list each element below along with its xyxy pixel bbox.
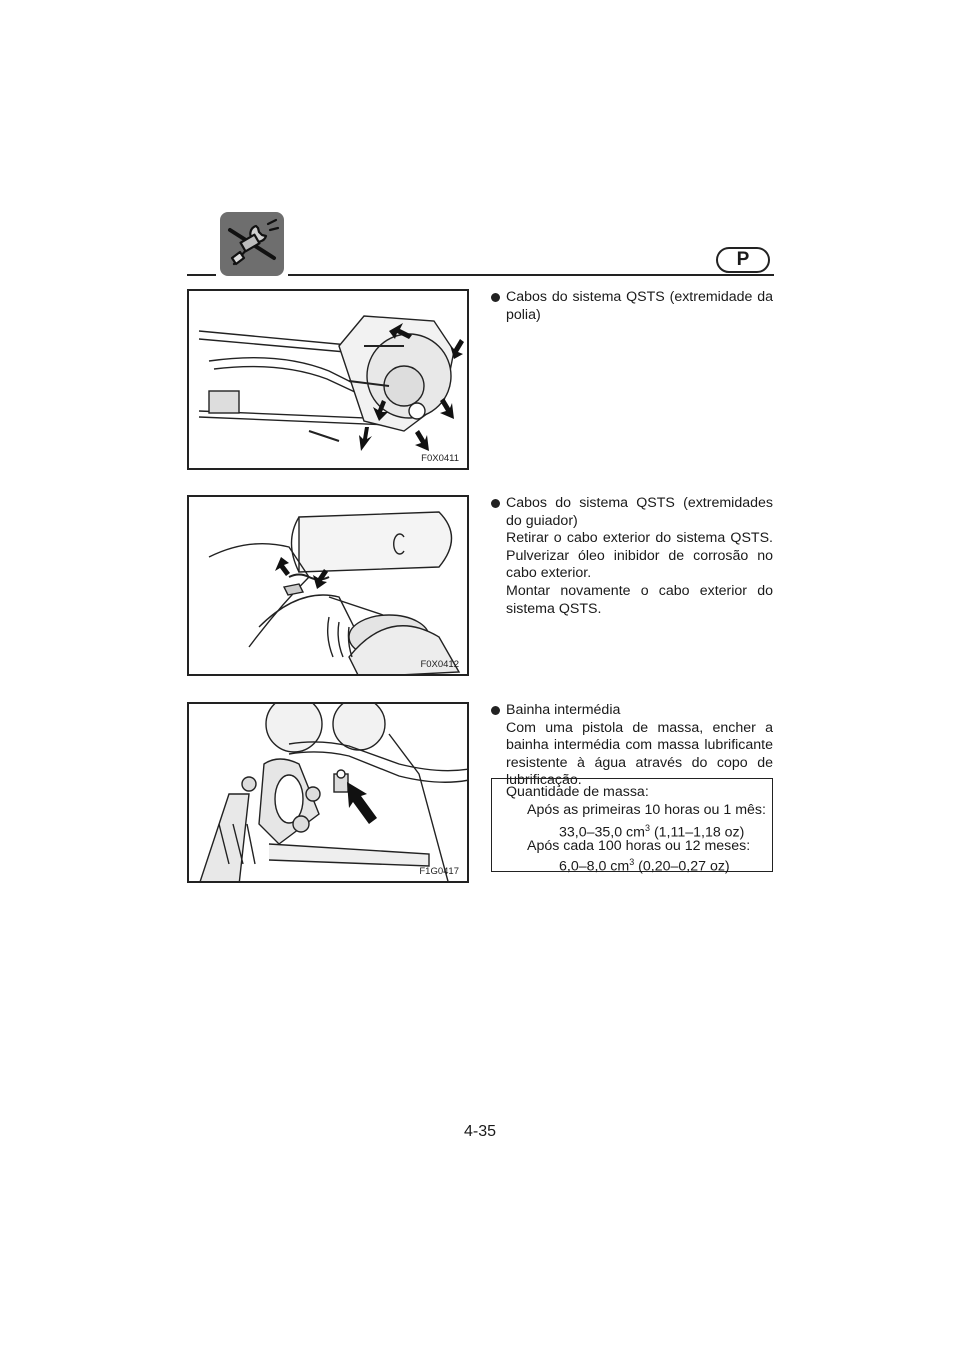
header-rule-left (187, 274, 216, 276)
item-heading: Bainha intermédia (506, 702, 621, 718)
grease-quantity-spec (491, 778, 773, 875)
list-item-pulley-end (491, 289, 773, 324)
item-heading: Cabos do sistema QSTS (extremidade da polia) (506, 289, 773, 323)
figure-pulley-cables (187, 289, 469, 470)
item-body: Montar novamente o cabo exterior do sistema QSTS. (506, 582, 773, 617)
figure-code: F1G0417 (419, 866, 459, 877)
spec-first-value: 33,0–35,0 $cm^3$ (1,11–1,18 oz) (559, 823, 745, 841)
item-heading: Cabos do sistema QSTS (extremidades do guiador) (506, 495, 773, 529)
spec-title: Quantidade de massa: (506, 784, 649, 800)
list-item-handlebar-end (491, 495, 773, 618)
bullet-icon (491, 499, 500, 508)
item-body: Com uma pistola de massa, encher a bainha intermédia com massa lubrificante resistente à água através do copo de lubrificação. (506, 719, 773, 789)
item-body: Retirar o cabo exterior do sistema QSTS. Pulverizar óleo inibidor de corrosão no cabo exterior. (506, 530, 773, 582)
pulley-cable-arrows-illustration (189, 291, 469, 470)
header-rule-right (288, 274, 774, 276)
figure-intermediate-housing (187, 702, 469, 883)
figure-handlebar-cables (187, 495, 469, 676)
spec-second-label: Após cada 100 horas ou 12 meses: (527, 838, 751, 854)
bullet-icon (491, 293, 500, 302)
bullet-icon (491, 706, 500, 715)
spec-first-label: Após as primeiras 10 horas ou 1 mês: (527, 802, 766, 818)
language-badge: P (716, 247, 770, 273)
grease-nipple-arrow-illustration (189, 704, 469, 883)
handlebar-cable-spray-illustration (189, 497, 469, 676)
figure-code: F0X0411 (421, 453, 459, 464)
list-item-intermediate-housing (491, 702, 773, 790)
wrench-screwdriver-grease-gun-icon (220, 212, 284, 276)
spec-second-value: 6,0–8,0 $cm^3$ (0,20–0,27 oz) (559, 857, 730, 875)
figure-code: F0X0412 (420, 659, 459, 670)
page-number: 4-35 (463, 1123, 497, 1140)
